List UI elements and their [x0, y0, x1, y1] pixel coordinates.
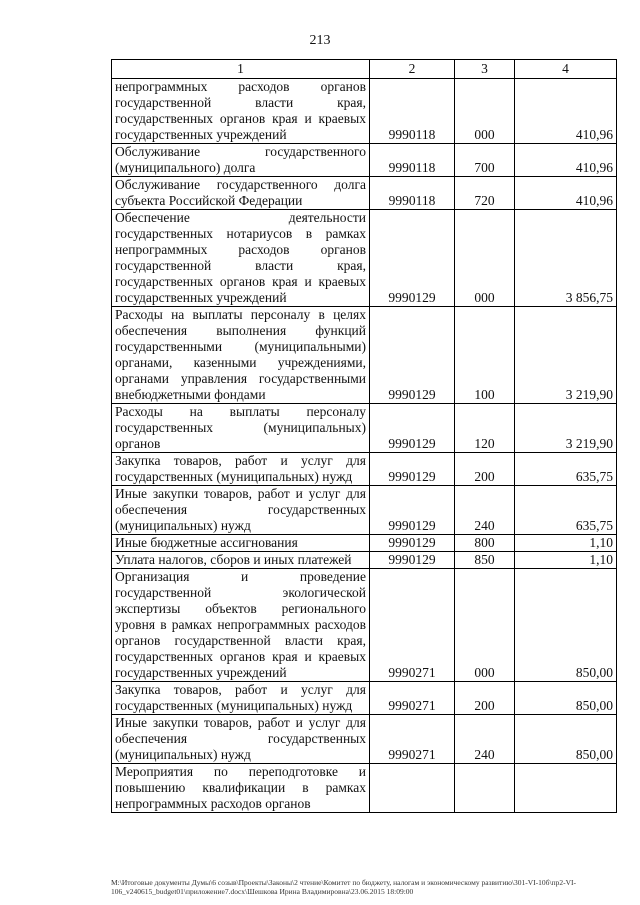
- row-type-cell: 000: [455, 569, 515, 682]
- row-amount-cell: 3 219,90: [515, 307, 617, 404]
- row-code-cell: 9990118: [370, 144, 455, 177]
- row-type-cell: 240: [455, 715, 515, 764]
- row-type-cell: 200: [455, 453, 515, 486]
- row-name-cell: Мероприятия по переподготовке и повышению квалификации в рамках непрограммных расходов органов: [112, 764, 370, 813]
- row-amount-cell: 3 856,75: [515, 210, 617, 307]
- row-type-cell: [455, 764, 515, 813]
- row-name-cell: Иные закупки товаров, работ и услуг для обеспечения государственных (муниципальных) нужд: [112, 486, 370, 535]
- page-number: 213: [309, 33, 331, 48]
- table-row: [112, 404, 617, 453]
- table-row: [112, 177, 617, 210]
- file-path-footer: M:\Итоговые документы Думы\6 созыв\Проекты\Законы\2 чтение\Комитет по бюджету, налогам и экономическому развитию\301-VI-10б\пр2-VI-106_v240615_budget01\приложение7.docx\Шешкова Ирина Владимировна\23.06.2015 18:09:00: [111, 878, 576, 896]
- row-name-cell: Закупка товаров, работ и услуг для государственных (муниципальных) нужд: [112, 453, 370, 486]
- table-row: [112, 535, 617, 552]
- row-code-cell: 9990129: [370, 453, 455, 486]
- row-type-cell: 720: [455, 177, 515, 210]
- table-row: [112, 486, 617, 535]
- row-name-cell: Уплата налогов, сборов и иных платежей: [112, 552, 370, 569]
- row-amount-cell: 850,00: [515, 682, 617, 715]
- row-name-cell: Расходы на выплаты персоналу в целях обеспечения выполнения функций государственными (муниципальными) органами, казенными учреждениями, органами управления государственными внебюджетными фондами: [112, 307, 370, 404]
- row-code-cell: 9990271: [370, 569, 455, 682]
- table-row: [112, 307, 617, 404]
- row-type-cell: 240: [455, 486, 515, 535]
- table-row: [112, 682, 617, 715]
- row-amount-cell: 850,00: [515, 715, 617, 764]
- row-type-cell: 000: [455, 79, 515, 144]
- table-row: [112, 453, 617, 486]
- row-code-cell: 9990271: [370, 682, 455, 715]
- table-header-row: [112, 60, 617, 79]
- row-amount-cell: 635,75: [515, 453, 617, 486]
- row-name-cell: Организация и проведение государственной экологической экспертизы объектов регионального уровня в рамках непрограммных расходов органов государственной власти края, государственных органов края и краевых государственных учреждений: [112, 569, 370, 682]
- column-header: 2: [370, 60, 455, 79]
- table-body: [112, 79, 617, 813]
- row-amount-cell: 1,10: [515, 535, 617, 552]
- column-header: 1: [112, 60, 370, 79]
- row-code-cell: 9990271: [370, 715, 455, 764]
- row-type-cell: 700: [455, 144, 515, 177]
- row-code-cell: 9990129: [370, 552, 455, 569]
- row-type-cell: 120: [455, 404, 515, 453]
- row-code-cell: 9990129: [370, 307, 455, 404]
- row-name-cell: непрограммных расходов органов государственной власти края, государственных органов края и краевых государственных учреждений: [112, 79, 370, 144]
- table-row: [112, 715, 617, 764]
- row-type-cell: 800: [455, 535, 515, 552]
- row-name-cell: Иные закупки товаров, работ и услуг для обеспечения государственных (муниципальных) нужд: [112, 715, 370, 764]
- row-name-cell: Обеспечение деятельности государственных нотариусов в рамках непрограммных расходов органов государственной власти края, государственных органов края и краевых государственных учреждений: [112, 210, 370, 307]
- row-name-cell: Расходы на выплаты персоналу государственных (муниципальных) органов: [112, 404, 370, 453]
- table-row: [112, 79, 617, 144]
- row-code-cell: [370, 764, 455, 813]
- row-amount-cell: 850,00: [515, 569, 617, 682]
- table-row: [112, 569, 617, 682]
- row-code-cell: 9990129: [370, 535, 455, 552]
- row-type-cell: 100: [455, 307, 515, 404]
- row-amount-cell: 410,96: [515, 144, 617, 177]
- row-type-cell: 850: [455, 552, 515, 569]
- row-amount-cell: [515, 764, 617, 813]
- row-amount-cell: 3 219,90: [515, 404, 617, 453]
- row-name-cell: Закупка товаров, работ и услуг для государственных (муниципальных) нужд: [112, 682, 370, 715]
- row-type-cell: 200: [455, 682, 515, 715]
- row-name-cell: Обслуживание государственного (муниципального) долга: [112, 144, 370, 177]
- row-amount-cell: 1,10: [515, 552, 617, 569]
- row-amount-cell: 410,96: [515, 177, 617, 210]
- row-amount-cell: 635,75: [515, 486, 617, 535]
- row-code-cell: 9990118: [370, 177, 455, 210]
- row-type-cell: 000: [455, 210, 515, 307]
- table-row: [112, 764, 617, 813]
- table-row: [112, 552, 617, 569]
- budget-table: [111, 59, 617, 813]
- row-amount-cell: 410,96: [515, 79, 617, 144]
- row-code-cell: 9990129: [370, 210, 455, 307]
- table-row: [112, 210, 617, 307]
- row-name-cell: Обслуживание государственного долга субъекта Российской Федерации: [112, 177, 370, 210]
- row-code-cell: 9990129: [370, 486, 455, 535]
- row-code-cell: 9990118: [370, 79, 455, 144]
- row-name-cell: Иные бюджетные ассигнования: [112, 535, 370, 552]
- column-header: 3: [455, 60, 515, 79]
- row-code-cell: 9990129: [370, 404, 455, 453]
- column-header: 4: [515, 60, 617, 79]
- table-row: [112, 144, 617, 177]
